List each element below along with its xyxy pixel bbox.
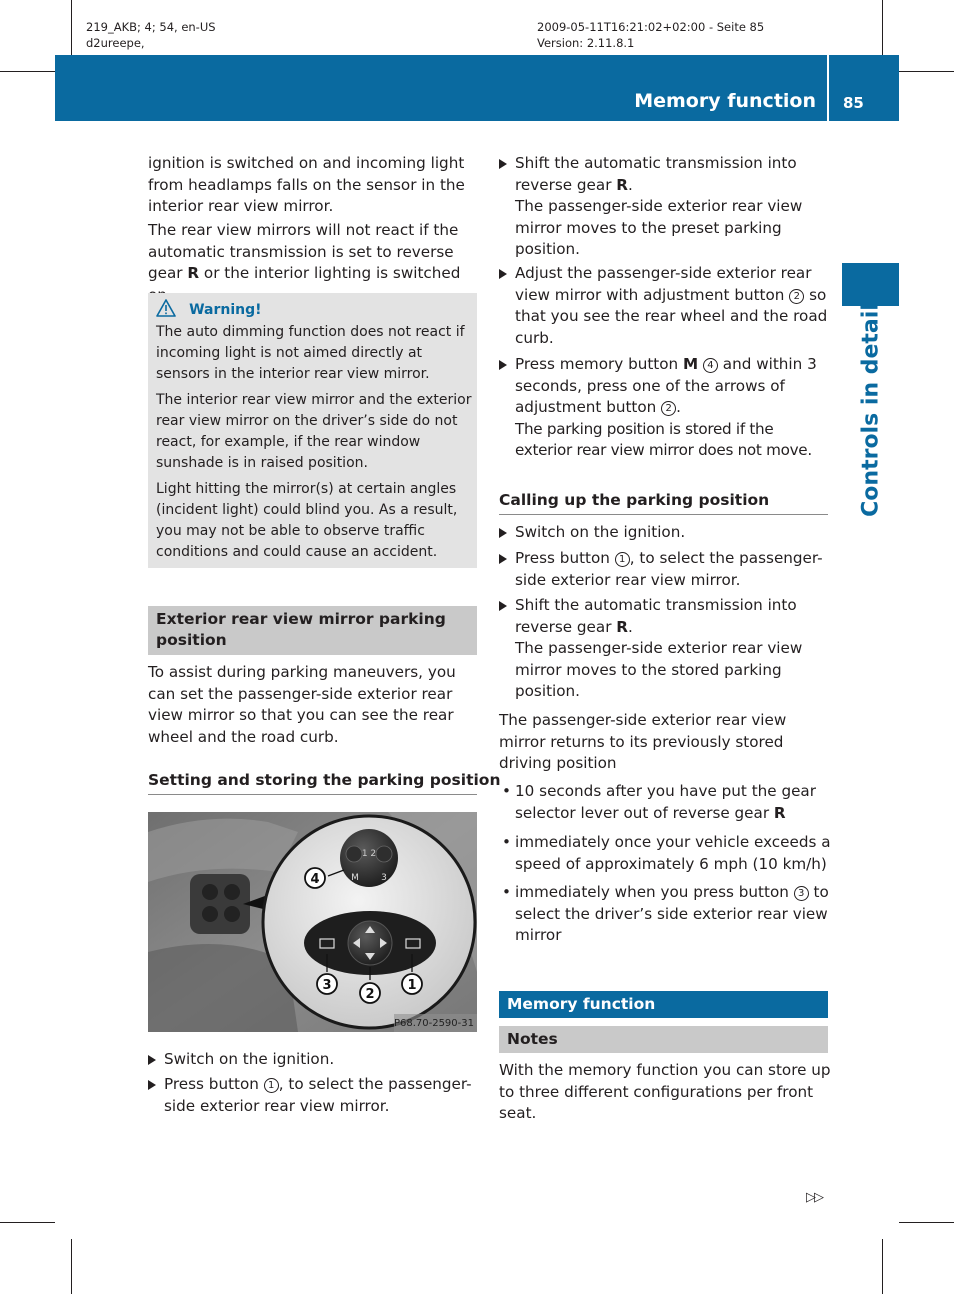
door-panel-photo	[148, 812, 477, 1032]
crop-mark	[0, 1222, 55, 1223]
step-result: The passenger-side exterior rear view mirror moves to the preset parking position.	[515, 197, 803, 258]
print-meta-left: 219_AKB; 4; 54, en-US d2ureepe,	[86, 20, 216, 50]
arrow-bullet-icon	[148, 1080, 156, 1090]
callout-ref: 1	[615, 552, 630, 567]
warning-text: The interior rear view mirror and the exterior rear view mirror on the driver’s side do not react, for example, if the rear window sunshade is in raised position.	[156, 392, 472, 471]
crop-mark	[899, 1222, 954, 1223]
mirror-controls-illustration	[148, 812, 477, 1032]
arrow-bullet-icon	[499, 601, 507, 611]
arrow-bullet-icon	[499, 554, 507, 564]
crop-mark	[882, 1239, 883, 1294]
crop-mark	[882, 0, 883, 55]
section-heading: Exterior rear view mirror parking position	[148, 606, 477, 655]
notes-paragraph: With the memory function you can store up to three different configurations per front seat.	[499, 1061, 831, 1122]
subheading: Setting and storing the parking position	[148, 771, 501, 789]
subheading-rule	[499, 514, 828, 515]
callout-ref: 4	[703, 358, 718, 373]
bullet-dot-icon: •	[502, 833, 511, 851]
crop-mark	[71, 1239, 72, 1294]
warning-text: The auto dimming function does not react if incoming light is not aimed directly at sensors in the interior rear view mirror.	[156, 324, 465, 382]
section-paragraph: To assist during parking maneuvers, you can set the passenger-side exterior rear view mirror so that you can see the rear wheel and the road curb.	[148, 663, 456, 746]
warning-text: Light hitting the mirror(s) at certain angles (incident light) could blind you. As a result, you may not be able to observe traffic conditions and could cause an accident.	[156, 481, 458, 560]
intro-paragraph-2: The rear view mirrors will not react if the automatic transmission is set to reverse gear R or the interior lighting is switched	[148, 221, 461, 282]
section-heading-memory: Memory function	[499, 991, 828, 1018]
callout-3: 3	[322, 978, 332, 993]
button-m-label: M	[351, 873, 359, 883]
photo-code: P68.70-2590-31	[393, 1018, 474, 1029]
callout-ref: 1	[264, 1078, 279, 1093]
warning-title: Warning!	[189, 302, 262, 318]
warning-box	[148, 293, 477, 568]
svg-text:1 2: 1 2	[361, 849, 377, 859]
callout-4: 4	[310, 872, 320, 887]
print-meta-right: 2009-05-11T16:21:02+02:00 - Seite 85 Version: 2.11.8.1	[537, 20, 765, 50]
arrow-bullet-icon	[499, 528, 507, 538]
warning-header	[156, 299, 262, 318]
section-heading-notes: Notes	[499, 1026, 828, 1053]
side-tab-label: Controls in detail	[858, 303, 883, 517]
callout-ref: 2	[661, 401, 676, 416]
step-result: The parking position is stored if the exterior rear view mirror does not move.	[515, 419, 812, 459]
subheading: Calling up the parking position	[499, 491, 770, 509]
crop-mark	[0, 71, 55, 72]
arrow-bullet-icon	[148, 1055, 156, 1065]
warning-triangle-icon	[156, 299, 176, 317]
bullet-dot-icon: •	[502, 782, 511, 800]
subheading-rule	[148, 794, 477, 795]
page-number: 85	[843, 94, 864, 112]
button-3-label: 3	[381, 873, 387, 883]
callout-1: 1	[407, 978, 417, 993]
return-paragraph: The passenger-side exterior rear view mirror returns to its previously stored driving position	[499, 711, 787, 772]
arrow-bullet-icon	[499, 269, 507, 279]
side-tab-marker	[842, 263, 899, 306]
arrow-bullet-icon	[499, 360, 507, 370]
header-divider	[827, 55, 829, 121]
page-title: Memory function	[634, 90, 816, 112]
callout-2: 2	[365, 987, 375, 1002]
callout-ref: 3	[794, 886, 809, 901]
continue-marker: ▷▷	[806, 1190, 822, 1205]
callout-ref: 2	[789, 289, 804, 304]
arrow-bullet-icon	[499, 159, 507, 169]
crop-mark	[899, 71, 954, 72]
step-result: The passenger-side exterior rear view mirror moves to the stored parking position.	[515, 639, 803, 700]
crop-mark	[71, 0, 72, 55]
bullet-dot-icon: •	[502, 883, 511, 901]
intro-paragraph: ignition is switched on and incoming light from headlamps falls on the sensor in the interior rear view mirror.	[148, 154, 465, 215]
